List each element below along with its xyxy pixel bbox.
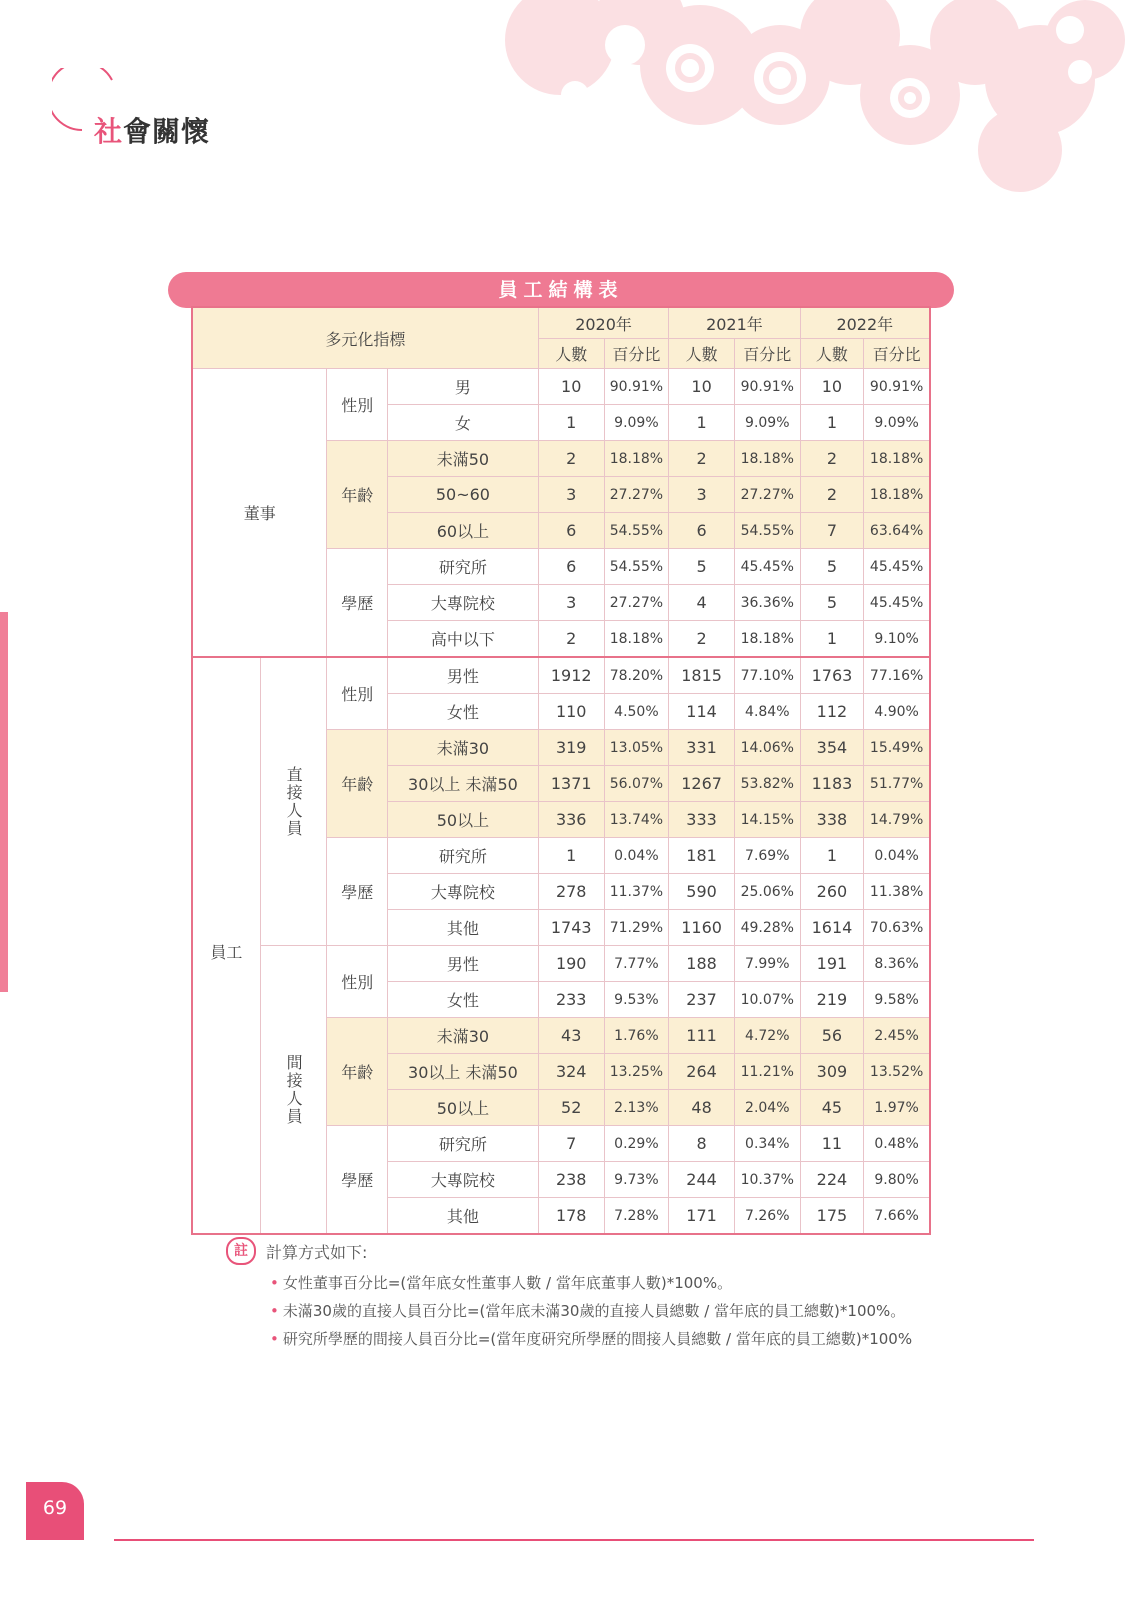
count-cell: 8 bbox=[669, 1126, 735, 1162]
count-cell: 1267 bbox=[669, 766, 735, 802]
percent-cell: 8.36% bbox=[864, 946, 930, 982]
percent-cell: 13.25% bbox=[604, 1054, 669, 1090]
percent-cell: 1.76% bbox=[604, 1018, 669, 1054]
category-gender: 性別 bbox=[327, 369, 388, 441]
count-cell: 3 bbox=[669, 477, 735, 513]
count-cell: 2 bbox=[538, 621, 604, 658]
percent-cell: 9.09% bbox=[604, 405, 669, 441]
percent-cell: 45.45% bbox=[864, 549, 930, 585]
bullet-icon: • bbox=[270, 1274, 279, 1292]
percent-cell: 9.10% bbox=[864, 621, 930, 658]
percent-cell: 4.84% bbox=[734, 694, 800, 730]
percent-cell: 49.28% bbox=[734, 910, 800, 946]
count-cell: 1371 bbox=[538, 766, 604, 802]
count-cell: 10 bbox=[538, 369, 604, 405]
row-label: 未滿30 bbox=[387, 1018, 538, 1054]
percent-cell: 9.73% bbox=[604, 1162, 669, 1198]
table-row bbox=[193, 946, 930, 982]
count-header: 人數 bbox=[800, 339, 864, 369]
count-cell: 1183 bbox=[800, 766, 864, 802]
count-cell: 52 bbox=[538, 1090, 604, 1126]
count-cell: 331 bbox=[669, 730, 735, 766]
percent-cell: 18.18% bbox=[604, 621, 669, 658]
percent-cell: 9.53% bbox=[604, 982, 669, 1018]
note-heading: 計算方式如下: bbox=[266, 1242, 368, 1262]
percent-cell: 4.72% bbox=[734, 1018, 800, 1054]
note-line: • 女性董事百分比=(當年底女性董事人數 / 當年底董事人數)*100%。 bbox=[270, 1274, 733, 1292]
row-label: 研究所 bbox=[387, 838, 538, 874]
row-label: 30以上 未滿50 bbox=[387, 766, 538, 802]
count-cell: 590 bbox=[669, 874, 735, 910]
count-cell: 244 bbox=[669, 1162, 735, 1198]
percent-cell: 45.45% bbox=[734, 549, 800, 585]
count-cell: 112 bbox=[800, 694, 864, 730]
count-cell: 4 bbox=[669, 585, 735, 621]
percent-cell: 2.45% bbox=[864, 1018, 930, 1054]
percent-cell: 13.74% bbox=[604, 802, 669, 838]
subgroup-label-indirect: 間接人員 bbox=[260, 946, 327, 1234]
category-education: 學歷 bbox=[327, 1126, 388, 1234]
percent-cell: 14.06% bbox=[734, 730, 800, 766]
count-cell: 10 bbox=[800, 369, 864, 405]
count-cell: 178 bbox=[538, 1198, 604, 1234]
section-title-accent: 社 bbox=[94, 115, 124, 148]
count-cell: 319 bbox=[538, 730, 604, 766]
count-cell: 111 bbox=[669, 1018, 735, 1054]
percent-cell: 4.50% bbox=[604, 694, 669, 730]
count-cell: 1614 bbox=[800, 910, 864, 946]
percent-cell: 10.37% bbox=[734, 1162, 800, 1198]
section-title-area bbox=[52, 68, 312, 148]
count-cell: 1763 bbox=[800, 657, 864, 694]
note-badge: 註 bbox=[226, 1237, 256, 1265]
pct-header: 百分比 bbox=[864, 339, 930, 369]
count-cell: 333 bbox=[669, 802, 735, 838]
table-row bbox=[193, 369, 930, 405]
count-cell: 48 bbox=[669, 1090, 735, 1126]
percent-cell: 54.55% bbox=[734, 513, 800, 549]
percent-cell: 13.05% bbox=[604, 730, 669, 766]
count-cell: 114 bbox=[669, 694, 735, 730]
count-header: 人數 bbox=[669, 339, 735, 369]
row-label: 大專院校 bbox=[387, 585, 538, 621]
count-cell: 191 bbox=[800, 946, 864, 982]
percent-cell: 18.18% bbox=[864, 477, 930, 513]
percent-cell: 27.27% bbox=[604, 585, 669, 621]
employee-structure-table bbox=[192, 307, 930, 1234]
count-cell: 2 bbox=[538, 441, 604, 477]
count-cell: 3 bbox=[538, 477, 604, 513]
percent-cell: 0.48% bbox=[864, 1126, 930, 1162]
bullet-icon: • bbox=[270, 1302, 279, 1320]
percent-cell: 18.18% bbox=[734, 441, 800, 477]
count-cell: 1815 bbox=[669, 657, 735, 694]
count-cell: 224 bbox=[800, 1162, 864, 1198]
percent-cell: 7.77% bbox=[604, 946, 669, 982]
count-cell: 233 bbox=[538, 982, 604, 1018]
percent-cell: 77.16% bbox=[864, 657, 930, 694]
percent-cell: 11.37% bbox=[604, 874, 669, 910]
percent-cell: 9.09% bbox=[864, 405, 930, 441]
count-cell: 6 bbox=[538, 549, 604, 585]
percent-cell: 45.45% bbox=[864, 585, 930, 621]
count-cell: 175 bbox=[800, 1198, 864, 1234]
category-age: 年齡 bbox=[327, 441, 388, 549]
percent-cell: 53.82% bbox=[734, 766, 800, 802]
row-label: 30以上 未滿50 bbox=[387, 1054, 538, 1090]
percent-cell: 14.79% bbox=[864, 802, 930, 838]
year-header: 2020年 bbox=[538, 308, 668, 339]
category-gender: 性別 bbox=[327, 657, 388, 730]
count-cell: 11 bbox=[800, 1126, 864, 1162]
percent-cell: 0.29% bbox=[604, 1126, 669, 1162]
table-row bbox=[193, 657, 930, 694]
row-label: 男性 bbox=[387, 657, 538, 694]
group-label-employees: 員工 bbox=[193, 657, 261, 1234]
year-header: 2021年 bbox=[669, 308, 800, 339]
percent-cell: 7.69% bbox=[734, 838, 800, 874]
year-header: 2022年 bbox=[800, 308, 929, 339]
percent-cell: 11.21% bbox=[734, 1054, 800, 1090]
corner-header: 多元化指標 bbox=[193, 308, 539, 369]
count-cell: 1 bbox=[800, 621, 864, 658]
percent-cell: 4.90% bbox=[864, 694, 930, 730]
percent-cell: 9.09% bbox=[734, 405, 800, 441]
percent-cell: 18.18% bbox=[734, 621, 800, 658]
percent-cell: 14.15% bbox=[734, 802, 800, 838]
count-cell: 5 bbox=[800, 585, 864, 621]
percent-cell: 7.99% bbox=[734, 946, 800, 982]
percent-cell: 0.34% bbox=[734, 1126, 800, 1162]
count-cell: 7 bbox=[538, 1126, 604, 1162]
percent-cell: 36.36% bbox=[734, 585, 800, 621]
percent-cell: 77.10% bbox=[734, 657, 800, 694]
row-label: 50以上 bbox=[387, 1090, 538, 1126]
count-cell: 1912 bbox=[538, 657, 604, 694]
count-cell: 2 bbox=[669, 441, 735, 477]
count-cell: 1743 bbox=[538, 910, 604, 946]
count-cell: 2 bbox=[669, 621, 735, 658]
note-line: • 研究所學歷的間接人員百分比=(當年度研究所學歷的間接人員總數 / 當年底的員工總數)*100% bbox=[270, 1330, 913, 1348]
count-cell: 1 bbox=[800, 405, 864, 441]
category-age: 年齡 bbox=[327, 1018, 388, 1126]
section-title bbox=[94, 110, 210, 150]
category-gender: 性別 bbox=[327, 946, 388, 1018]
percent-cell: 7.28% bbox=[604, 1198, 669, 1234]
notes bbox=[226, 1237, 912, 1349]
row-label: 50以上 bbox=[387, 802, 538, 838]
row-label: 大專院校 bbox=[387, 1162, 538, 1198]
pct-header: 百分比 bbox=[734, 339, 800, 369]
row-label: 研究所 bbox=[387, 1126, 538, 1162]
count-cell: 264 bbox=[669, 1054, 735, 1090]
percent-cell: 51.77% bbox=[864, 766, 930, 802]
row-label: 男性 bbox=[387, 946, 538, 982]
count-cell: 3 bbox=[538, 585, 604, 621]
count-cell: 171 bbox=[669, 1198, 735, 1234]
section-title-rest: 會關懷 bbox=[123, 115, 211, 148]
row-label: 研究所 bbox=[387, 549, 538, 585]
percent-cell: 2.13% bbox=[604, 1090, 669, 1126]
percent-cell: 54.55% bbox=[604, 549, 669, 585]
percent-cell: 18.18% bbox=[604, 441, 669, 477]
percent-cell: 9.58% bbox=[864, 982, 930, 1018]
percent-cell: 90.91% bbox=[734, 369, 800, 405]
count-cell: 1 bbox=[669, 405, 735, 441]
percent-cell: 18.18% bbox=[864, 441, 930, 477]
count-cell: 190 bbox=[538, 946, 604, 982]
count-cell: 56 bbox=[800, 1018, 864, 1054]
row-label: 50~60 bbox=[387, 477, 538, 513]
page-number: 69 bbox=[26, 1482, 84, 1540]
percent-cell: 2.04% bbox=[734, 1090, 800, 1126]
count-cell: 354 bbox=[800, 730, 864, 766]
percent-cell: 70.63% bbox=[864, 910, 930, 946]
percent-cell: 7.66% bbox=[864, 1198, 930, 1234]
pct-header: 百分比 bbox=[604, 339, 669, 369]
percent-cell: 13.52% bbox=[864, 1054, 930, 1090]
row-label: 未滿30 bbox=[387, 730, 538, 766]
row-label: 60以上 bbox=[387, 513, 538, 549]
table-title: 員工結構表 bbox=[168, 272, 954, 308]
count-cell: 5 bbox=[800, 549, 864, 585]
employee-structure-table-wrapper bbox=[192, 307, 930, 1234]
count-cell: 2 bbox=[800, 441, 864, 477]
group-label-directors: 董事 bbox=[193, 369, 327, 658]
row-label: 其他 bbox=[387, 910, 538, 946]
count-cell: 219 bbox=[800, 982, 864, 1018]
count-cell: 181 bbox=[669, 838, 735, 874]
count-cell: 278 bbox=[538, 874, 604, 910]
row-label: 男 bbox=[387, 369, 538, 405]
percent-cell: 78.20% bbox=[604, 657, 669, 694]
count-cell: 238 bbox=[538, 1162, 604, 1198]
count-cell: 1 bbox=[800, 838, 864, 874]
count-cell: 5 bbox=[669, 549, 735, 585]
count-cell: 2 bbox=[800, 477, 864, 513]
bullet-icon: • bbox=[270, 1330, 279, 1348]
percent-cell: 11.38% bbox=[864, 874, 930, 910]
count-cell: 324 bbox=[538, 1054, 604, 1090]
count-cell: 237 bbox=[669, 982, 735, 1018]
percent-cell: 9.80% bbox=[864, 1162, 930, 1198]
category-age: 年齡 bbox=[327, 730, 388, 838]
percent-cell: 56.07% bbox=[604, 766, 669, 802]
row-label: 高中以下 bbox=[387, 621, 538, 658]
count-cell: 260 bbox=[800, 874, 864, 910]
percent-cell: 7.26% bbox=[734, 1198, 800, 1234]
row-label: 女性 bbox=[387, 982, 538, 1018]
row-label: 女 bbox=[387, 405, 538, 441]
row-label: 其他 bbox=[387, 1198, 538, 1234]
percent-cell: 15.49% bbox=[864, 730, 930, 766]
count-cell: 336 bbox=[538, 802, 604, 838]
category-education: 學歷 bbox=[327, 549, 388, 658]
subgroup-label-direct: 直接人員 bbox=[260, 657, 327, 946]
percent-cell: 0.04% bbox=[864, 838, 930, 874]
note-line: • 未滿30歲的直接人員百分比=(當年底未滿30歲的直接人員總數 / 當年底的員工總數)*100%。 bbox=[270, 1302, 906, 1320]
left-accent-bar bbox=[0, 612, 8, 992]
count-cell: 43 bbox=[538, 1018, 604, 1054]
percent-cell: 54.55% bbox=[604, 513, 669, 549]
row-label: 大專院校 bbox=[387, 874, 538, 910]
percent-cell: 27.27% bbox=[734, 477, 800, 513]
count-cell: 309 bbox=[800, 1054, 864, 1090]
count-cell: 10 bbox=[669, 369, 735, 405]
percent-cell: 25.06% bbox=[734, 874, 800, 910]
count-cell: 1 bbox=[538, 838, 604, 874]
percent-cell: 1.97% bbox=[864, 1090, 930, 1126]
count-cell: 1 bbox=[538, 405, 604, 441]
row-label: 未滿50 bbox=[387, 441, 538, 477]
count-header: 人數 bbox=[538, 339, 604, 369]
percent-cell: 0.04% bbox=[604, 838, 669, 874]
category-education: 學歷 bbox=[327, 838, 388, 946]
percent-cell: 63.64% bbox=[864, 513, 930, 549]
count-cell: 110 bbox=[538, 694, 604, 730]
percent-cell: 90.91% bbox=[864, 369, 930, 405]
percent-cell: 90.91% bbox=[604, 369, 669, 405]
footer-line bbox=[114, 1539, 1034, 1541]
count-cell: 45 bbox=[800, 1090, 864, 1126]
row-label: 女性 bbox=[387, 694, 538, 730]
count-cell: 7 bbox=[800, 513, 864, 549]
count-cell: 338 bbox=[800, 802, 864, 838]
percent-cell: 10.07% bbox=[734, 982, 800, 1018]
percent-cell: 71.29% bbox=[604, 910, 669, 946]
count-cell: 188 bbox=[669, 946, 735, 982]
percent-cell: 27.27% bbox=[604, 477, 669, 513]
count-cell: 6 bbox=[538, 513, 604, 549]
count-cell: 1160 bbox=[669, 910, 735, 946]
count-cell: 6 bbox=[669, 513, 735, 549]
